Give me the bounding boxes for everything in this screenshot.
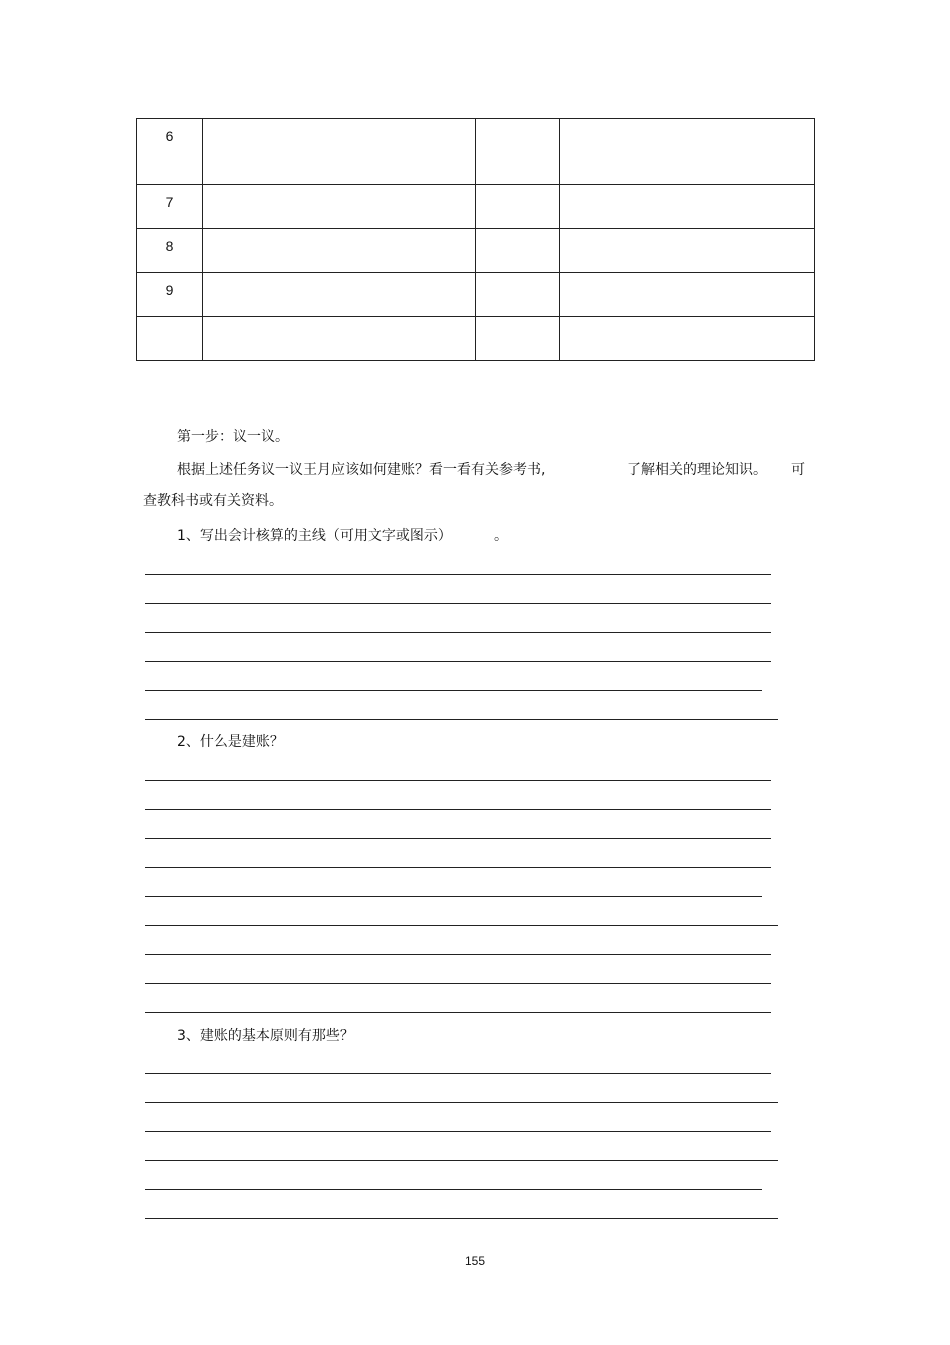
table-cell	[560, 273, 815, 317]
answer-line	[145, 838, 771, 839]
table-cell	[476, 317, 560, 361]
answer-line	[145, 1012, 771, 1013]
page-number: 155	[464, 1254, 486, 1268]
table-cell	[203, 317, 476, 361]
table-cell	[560, 185, 815, 229]
table-cell	[476, 185, 560, 229]
table-cell	[476, 229, 560, 273]
row-number	[137, 317, 203, 361]
question-1: 1、写出会计核算的主线（可用文字或图示）	[177, 528, 452, 544]
table-row	[137, 273, 815, 317]
answer-line	[145, 690, 762, 691]
answer-line	[145, 1102, 778, 1103]
row-number: 8	[137, 229, 203, 273]
answer-line	[145, 867, 771, 868]
answer-line	[145, 1073, 771, 1074]
answer-line	[145, 896, 762, 897]
answer-line	[145, 1189, 762, 1190]
row-number: 7	[137, 185, 203, 229]
record-table	[136, 118, 815, 361]
answer-line	[145, 809, 771, 810]
answer-line	[145, 632, 771, 633]
step-heading: 第一步：议一议。	[177, 429, 289, 445]
question-2: 2、什么是建账？	[177, 734, 284, 750]
table-cell	[560, 119, 815, 185]
row-number: 6	[137, 119, 203, 185]
table-cell	[203, 229, 476, 273]
paragraph-line1-b: 了解相关的理论知识。	[627, 462, 767, 478]
table-cell	[476, 273, 560, 317]
answer-line	[145, 1218, 778, 1219]
paragraph-line1-a: 根据上述任务议一议王月应该如何建账？看一看有关参考书,	[177, 462, 546, 478]
table-cell	[203, 273, 476, 317]
paragraph-line2: 查教科书或有关资料。	[143, 493, 283, 509]
table-cell	[203, 119, 476, 185]
answer-line	[145, 954, 771, 955]
answer-line	[145, 719, 778, 720]
answer-line	[145, 661, 771, 662]
answer-line	[145, 780, 771, 781]
table-cell	[476, 119, 560, 185]
answer-line	[145, 1131, 771, 1132]
answer-line	[145, 925, 778, 926]
answer-line	[145, 603, 771, 604]
question-3: 3、建账的基本原则有那些？	[177, 1028, 354, 1044]
answer-line	[145, 983, 771, 984]
table-row	[137, 185, 815, 229]
answer-line	[145, 574, 771, 575]
table-row	[137, 229, 815, 273]
paragraph-line1-c: 可	[791, 462, 805, 478]
table-cell	[560, 229, 815, 273]
table-row	[137, 119, 815, 185]
table-cell	[203, 185, 476, 229]
answer-line	[145, 1160, 778, 1161]
question-1-end: 。	[494, 528, 508, 544]
table-cell	[560, 317, 815, 361]
table-row	[137, 317, 815, 361]
row-number: 9	[137, 273, 203, 317]
